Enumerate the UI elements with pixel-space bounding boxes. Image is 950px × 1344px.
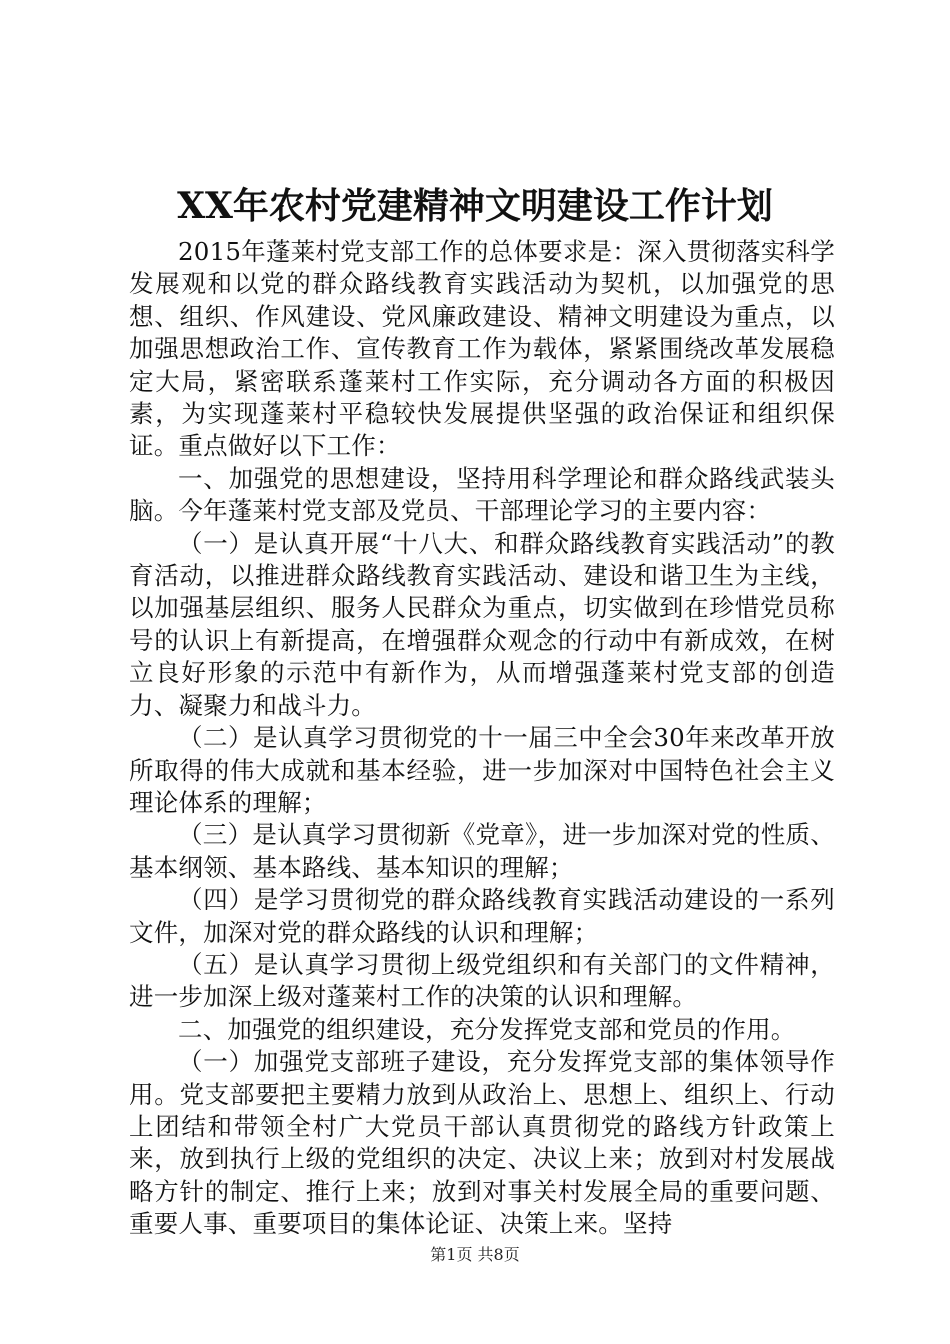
paragraph-item-2-1: （一）加强党支部班子建设，充分发挥党支部的集体领导作用。党支部要把主要精力放到从政治上、思想上、组织上、行动上团结和带领全村广大党员干部认真贯彻党的路线方针政策上来，放到执行上级的党组织的决定、决议上来；放到对村发展战略方针的制定、推行上来；放到对事关村发展全局的重要问题、重要人事、重要项目的集体论证、决策上来。坚持 xyxy=(129,1047,835,1239)
paragraph-item-1-2: （二）是认真学习贯彻党的十一届三中全会30年来改革开放所取得的伟大成就和基本经验，进一步加深对中国特色社会主义理论体系的理解； xyxy=(129,723,835,817)
paragraph-intro: 2015年蓬莱村党支部工作的总体要求是：深入贯彻落实科学发展观和以党的群众路线教育实践活动为契机，以加强党的思想、组织、作风建设、党风廉政建设、精神文明建设为重点，以加强思想政治工作、宣传教育工作为载体，紧紧围绕改革发展稳定大局，紧密联系蓬莱村工作实际，充分调动各方面的积极因素，为实现蓬莱村平稳较快发展提供坚强的政治保证和组织保证。重点做好以下工作： xyxy=(129,237,835,461)
paragraph-item-1-4: （四）是学习贯彻党的群众路线教育实践活动建设的一系列文件，加深对党的群众路线的认识和理解； xyxy=(129,885,835,947)
paragraph-item-1-5: （五）是认真学习贯彻上级党组织和有关部门的文件精神，进一步加深上级对蓬莱村工作的决策的认识和理解。 xyxy=(129,949,835,1012)
paragraph-item-1-3: （三）是认真学习贯彻新《党章》，进一步加深对党的性质、基本纲领、基本路线、基本知识的理解； xyxy=(129,820,835,882)
document-body xyxy=(129,236,835,1241)
paragraph-section-1: 一、加强党的思想建设，坚持用科学理论和群众路线武装头脑。今年蓬莱村党支部及党员、干部理论学习的主要内容： xyxy=(129,463,835,526)
page-number-footer: 第1页 共8页 xyxy=(430,1245,520,1264)
paragraph-section-2: 二、加强党的组织建设，充分发挥党支部和党员的作用。 xyxy=(178,1014,796,1044)
document-title: XX年农村党建精神文明建设工作计划 xyxy=(177,185,773,227)
paragraph-item-1-1: （一）是认真开展“十八大、和群众路线教育实践活动”的教育活动，以推进群众路线教育实践活动、建设和谐卫生为主线，以加强基层组织、服务人民群众为重点，切实做到在珍惜党员称号的认识上有新提高，在增强群众观念的行动中有新成效，在树立良好形象的示范中有新作为，从而增强蓬莱村党支部的创造力、凝聚力和战斗力。 xyxy=(129,528,835,720)
